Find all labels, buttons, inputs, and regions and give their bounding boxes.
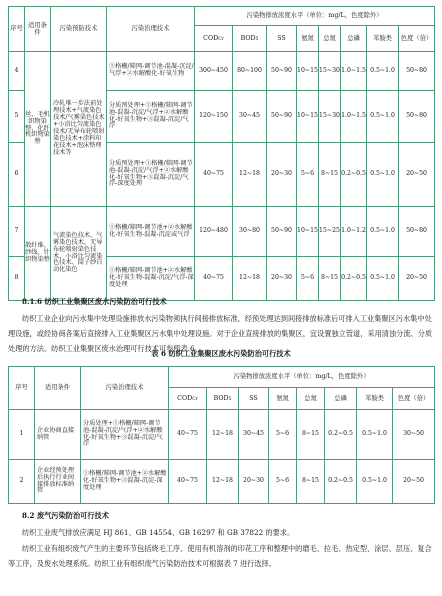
section-paragraph-8-2-b: 纺织工业有组织废气产生的主要环节包括烧毛工序、使用有机溶剂的印花工序和整理中的磨毛、拉毛、热定型、涂层、层压、复合等工序，及废水处理系统。纺织工业有组织废气污染防治技术可根据表 7 进行选择。 xyxy=(8,544,432,568)
cell-tn: 15~30 xyxy=(319,91,341,143)
cell-nh3: 10~15 xyxy=(297,207,319,257)
cell-cod: 40~75 xyxy=(169,460,207,504)
cell-bod: 30~45 xyxy=(233,91,267,143)
cell-seq: 2 xyxy=(9,460,35,504)
cell-aniline: 0.5~1.0 xyxy=(367,143,399,207)
cell-seq: 4 xyxy=(9,52,25,91)
cell-bod: 30~80 xyxy=(233,207,267,257)
cell-ss: 30~45 xyxy=(239,410,269,460)
header-tp: 总磷 xyxy=(325,388,357,410)
cell-tp: 0.2~0.5 xyxy=(341,257,367,301)
cell-cod: 300~450 xyxy=(195,52,233,91)
header-condition: 适用条件 xyxy=(25,7,51,52)
header-limits: 污染物排放浓度水平（单位：mg/L，色度除外） xyxy=(169,367,435,388)
cell-seq: 6 xyxy=(9,143,25,207)
cell-bod: 12~18 xyxy=(233,143,267,207)
cell-tn: 15~30 xyxy=(319,52,341,91)
header-nh3: 氨氮 xyxy=(297,26,319,52)
cell-aniline: 0.5~1.0 xyxy=(367,207,399,257)
cell-treatment: 分质预处理+①格栅/筛网-调节池-混凝-沉淀/气浮+②水解酸化-好氧生物+③混凝-沉淀/气浮 xyxy=(107,91,195,143)
cell-seq: 5 xyxy=(9,91,25,143)
cell-color: 50~80 xyxy=(399,207,435,257)
cell-nh3: 10~15 xyxy=(297,91,319,143)
cell-nh3: 10~15 xyxy=(297,52,319,91)
cell-tn: 8~15 xyxy=(319,257,341,301)
cell-aniline: 0.5~1.0 xyxy=(367,91,399,143)
cell-ss: 20~30 xyxy=(267,257,297,301)
cell-ss: 20~30 xyxy=(267,143,297,207)
section-paragraph-8-2-a: 纺织工业废气排放应满足 HJ 861、GB 14554、GB 16297 和 GB 37822 的要求。 xyxy=(22,528,295,537)
cell-tn: 15~25 xyxy=(319,207,341,257)
header-ss: SS xyxy=(267,26,297,52)
cell-tn: 8~15 xyxy=(319,143,341,207)
cell-treatment: 分质处理+①格栅/筛网-调节池-混凝-沉淀/气浮+②水解酸化-好氧生物+③混凝-沉淀/气浮 xyxy=(81,410,169,460)
cell-condition-a: 丝、毛机织物染整、化纤机织物染整 xyxy=(25,52,51,207)
cell-seq: 8 xyxy=(9,257,25,301)
cell-color: 20~50 xyxy=(399,143,435,207)
cell-treatment: 分质预处理+①格栅/筛网-调节池-混凝-沉淀/气浮+②水解酸化-好氧生物+③混凝-沉淀/气浮-深度处理 xyxy=(107,143,195,207)
cell-condition-b: 散纤维、纱线、针织物染整 xyxy=(25,207,51,301)
section-heading-8-2: 8.2 废气污染防治可行技术 xyxy=(22,511,109,520)
header-prevention: 污染预防技术 xyxy=(51,7,107,52)
header-seq: 序号 xyxy=(9,367,35,410)
header-nh3: 氨氮 xyxy=(269,388,297,410)
cell-ss: 50~90 xyxy=(267,207,297,257)
table-6 xyxy=(8,366,435,504)
table-row xyxy=(9,207,435,257)
cell-seq: 1 xyxy=(9,410,35,460)
cell-nh3: 5~6 xyxy=(297,143,319,207)
header-bod: BOD5 xyxy=(233,26,267,52)
cell-condition: 企业协商直接纳管 xyxy=(35,410,81,460)
cell-cod: 40~75 xyxy=(169,410,207,460)
cell-nh3: 5~6 xyxy=(269,410,297,460)
cell-cod: 40~75 xyxy=(195,143,233,207)
section-paragraph-8-1-6: 纺织工业企业向污水集中处理设施排放水污染物须执行间接排放标准，经预处理达到间接排放标准后可排入工业集聚区污水集中处理设施，或经协商各案后直接排入工业集聚区污水集中处理设施。对于企业直接排放的集聚区，宜设置独立管道，采用清浊分流、分质处理的方法。纺织工业集聚区废水治理可行技术可参照表 6。 xyxy=(8,314,433,353)
table-row xyxy=(9,410,435,460)
cell-treatment: ①格栅/筛网-调节池-混凝-沉淀/气浮+②水解酸化-好氧生物 xyxy=(107,52,195,91)
cell-tp: 1.0~1.5 xyxy=(341,52,367,91)
cell-color: 30~50 xyxy=(393,410,435,460)
header-aniline: 苯胺类 xyxy=(367,26,399,52)
cell-tn: 8~15 xyxy=(297,460,325,504)
cell-prevention-a: 冷轧堆一步法前处理技术+气流染色技术/气雾染色技术+小浴比匀流染色技术/无导布轮喷射染色技术+涂料印花技术+泡沫整理技术等 xyxy=(51,52,107,207)
table-6-caption: 表 6 纺织工业集聚区废水污染防治可行技术 xyxy=(151,349,291,358)
cell-tp: 0.2~0.5 xyxy=(325,460,357,504)
cell-color: 20~50 xyxy=(393,460,435,504)
header-tn: 总氮 xyxy=(297,388,325,410)
header-limits: 污染物排放浓度水平（单位：mg/L，色度除外） xyxy=(195,7,435,26)
cell-condition: 企业经预处理后执行行业间接排放标准纳管 xyxy=(35,460,81,504)
cell-seq: 7 xyxy=(9,207,25,257)
cell-tp: 0.2~0.5 xyxy=(325,410,357,460)
header-treatment: 污染治理技术 xyxy=(107,7,195,52)
section-heading-8-1-6: 8.1.6 纺织工业集聚区废水污染防治可行技术 xyxy=(22,297,167,306)
header-treatment: 污染治理技术 xyxy=(81,367,169,410)
cell-aniline: 0.5~1.0 xyxy=(367,257,399,301)
cell-tp: 1.0~1.2 xyxy=(341,207,367,257)
cell-treatment: ①格栅/筛网-调节池+②水解酸化-好氧生物+③混凝-沉淀-深度处理 xyxy=(81,460,169,504)
cell-treatment: ①格栅/筛网-调节池+②水解酸化-好氧生物-混凝-沉淀或气浮 xyxy=(107,207,195,257)
cell-bod: 12~18 xyxy=(233,257,267,301)
header-condition: 适用条件 xyxy=(35,367,81,410)
cell-bod: 12~18 xyxy=(207,460,239,504)
cell-tp: 0.2~0.5 xyxy=(341,143,367,207)
cell-color: 50~80 xyxy=(399,91,435,143)
table-5 xyxy=(8,6,435,301)
cell-color: 50~80 xyxy=(399,52,435,91)
header-seq: 序号 xyxy=(9,7,25,52)
cell-color: 20~50 xyxy=(399,257,435,301)
cell-bod: 80~100 xyxy=(233,52,267,91)
cell-ss: 50~90 xyxy=(267,52,297,91)
cell-cod: 40~75 xyxy=(195,257,233,301)
cell-treatment: ①格栅/筛网-调节池+②水解酸化-好氧生物-混凝-沉淀/气浮-深度处理 xyxy=(107,257,195,301)
cell-bod: 12~18 xyxy=(207,410,239,460)
cell-nh3: 5~6 xyxy=(269,460,297,504)
header-color: 色度（倍） xyxy=(393,388,435,410)
cell-cod: 120~480 xyxy=(195,207,233,257)
cell-aniline: 0.5~1.0 xyxy=(357,410,393,460)
cell-aniline: 0.5~1.0 xyxy=(367,52,399,91)
cell-tp: 1.0~1.5 xyxy=(341,91,367,143)
cell-ss: 50~90 xyxy=(267,91,297,143)
header-color: 色度（倍） xyxy=(399,26,435,52)
header-aniline: 苯胺类 xyxy=(357,388,393,410)
header-cod: CODCr xyxy=(195,26,233,52)
header-tn: 总氮 xyxy=(319,26,341,52)
header-bod: BOD5 xyxy=(207,388,239,410)
table-row xyxy=(9,460,435,504)
table-row xyxy=(9,52,435,91)
header-cod: CODCr xyxy=(169,388,207,410)
cell-cod: 120~150 xyxy=(195,91,233,143)
cell-prevention-b: 气流染色技术、气雾染色技术、无导布轮喷射染色技术、小浴比匀流染色技术、筒子纱自动化染色 xyxy=(51,207,107,301)
header-ss: SS xyxy=(239,388,269,410)
header-tp: 总磷 xyxy=(341,26,367,52)
cell-tn: 8~15 xyxy=(297,410,325,460)
cell-aniline: 0.5~1.0 xyxy=(357,460,393,504)
cell-ss: 20~30 xyxy=(239,460,269,504)
cell-nh3: 5~6 xyxy=(297,257,319,301)
